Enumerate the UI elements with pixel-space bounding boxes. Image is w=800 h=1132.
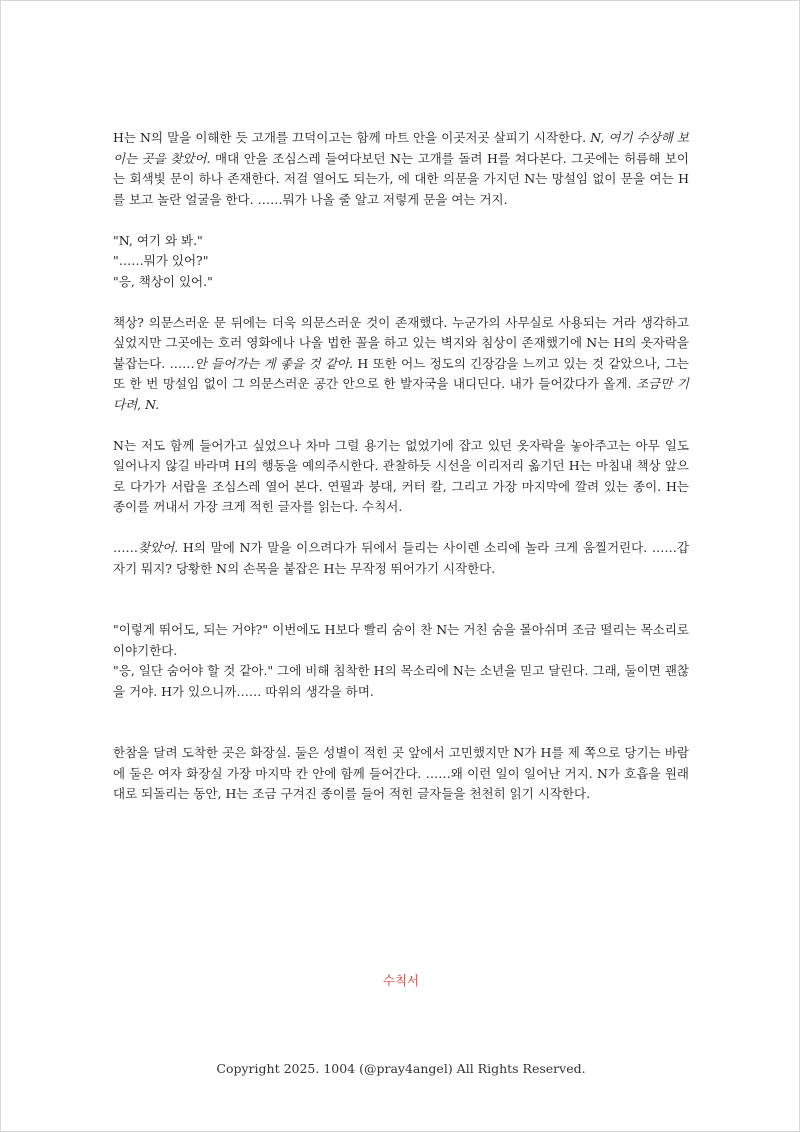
paragraph-7: 한참을 달려 도착한 곳은 화장실. 둘은 성별이 적힌 곳 앞에서 고민했지만 N가 H를 제 쪽으로 당기는 바람에 둘은 여자 화장실 가장 마지막 칸 안에 함께 들어간다. ……왜 이런 일이 일어난 거지. N가 호흡을 원래대로 되돌리는 동안, H는 조금 구겨진 종이를 들어 적힌 글자들을 천천히 읽기 시작한다. xyxy=(113,745,689,801)
dialog-line: "……뭐가 있어?" xyxy=(113,253,209,268)
text-run: H 또한 어느 정도의 긴장감을 느끼고 있는 것 같았으나, 그는 또 한 번 망설임 없이 그 의문스러운 공간 안으로 한 발자국을 내디딘다. 내가 들어갔다가 올게. xyxy=(113,355,689,391)
paragraph-2 xyxy=(113,313,689,416)
paragraph-6: "응, 일단 숨어야 할 것 같아." 그에 비해 침착한 H의 목소리에 N는 소년을 믿고 달린다. 그래, 둘이면 괜찮을 거야. H가 있으니까…… 따위의 생각을 하며. xyxy=(113,663,689,699)
text-run: 책상? 의문스러운 문 뒤에는 더욱 의문스러운 것이 존재했다. 누군가의 사무실로 사용되는 거라 생각하고 싶었지만 그곳에는 호러 영화에나 나올 법한 꼴을 하고 있는 벽지와 침상이 존재했기에 N는 H의 옷자락을 붙잡는다. …… xyxy=(113,314,689,371)
rulebook-link[interactable]: 수칙서 xyxy=(382,973,420,988)
document-body xyxy=(113,128,689,805)
italic-text: 조금만 기다려, N. xyxy=(113,376,690,412)
dialog-line: "N, 여기 와 봐." xyxy=(113,232,203,248)
text-run: H의 말에 N가 말을 이으려다가 뒤에서 들리는 사이렌 소리에 놀라 크게 움찔거린다. ……갑자기 뭐지? 당황한 N의 손목을 붙잡은 H는 무작정 뛰어가기 시작한다. xyxy=(113,540,689,576)
dialog-line: "응, 책상이 있어." xyxy=(113,273,213,289)
paragraph-1 xyxy=(113,128,689,210)
dialog-block-1 xyxy=(113,231,689,293)
italic-text: 안 들어가는 게 좋을 것 같아. xyxy=(194,355,354,371)
italic-text: 찾았어. xyxy=(138,540,179,555)
paragraph-3: N는 저도 함께 들어가고 싶었으나 차마 그럴 용기는 없었기에 잡고 있던 옷자락을 놓아주고는 아무 일도 일어나지 않길 바라며 H의 행동을 예의주시한다. 관찰하듯 시선을 이리저리 옮기던 H는 마침내 책상 앞으로 다가가 서랍을 조심스레 열어 본다. 연필과 붕대, 커터 칼, 그리고 가장 마지막에 깔려 있는 종이. H는 종이를 꺼내서 가장 크게 적힌 글자를 읽는다. 수칙서. xyxy=(113,437,689,514)
italic-text: N, 여기 수상해 보이는 곳을 찾았어. xyxy=(113,130,689,166)
copyright-notice: Copyright 2025. 1004 (@pray4angel) All Rights Reserved. xyxy=(216,1061,586,1076)
text-run: …… xyxy=(113,540,138,555)
paragraph-5: "이렇게 뛰어도, 되는 거야?" 이번에도 H보다 빨리 숨이 찬 N는 거친 숨을 몰아쉬며 조금 떨리는 목소리로 이야기한다. xyxy=(113,622,689,658)
paragraph-4 xyxy=(113,538,689,579)
text-run: H는 N의 말을 이해한 듯 고개를 끄덕이고는 함께 마트 안을 이곳저곳 살피기 시작한다. xyxy=(113,130,591,145)
text-run: 매대 안을 조심스레 들여다보던 N는 고개를 돌려 H를 쳐다본다. 그곳에는 허름해 보이는 회색빛 문이 하나 존재한다. 저걸 열어도 되는가, 에 대한 의문을 가지던 N는 망설임 없이 문을 여는 H를 보고 놀란 얼굴을 한다. ……뭐가 나올 줄 알고 저렇게 문을 여는 거지. xyxy=(113,150,689,207)
